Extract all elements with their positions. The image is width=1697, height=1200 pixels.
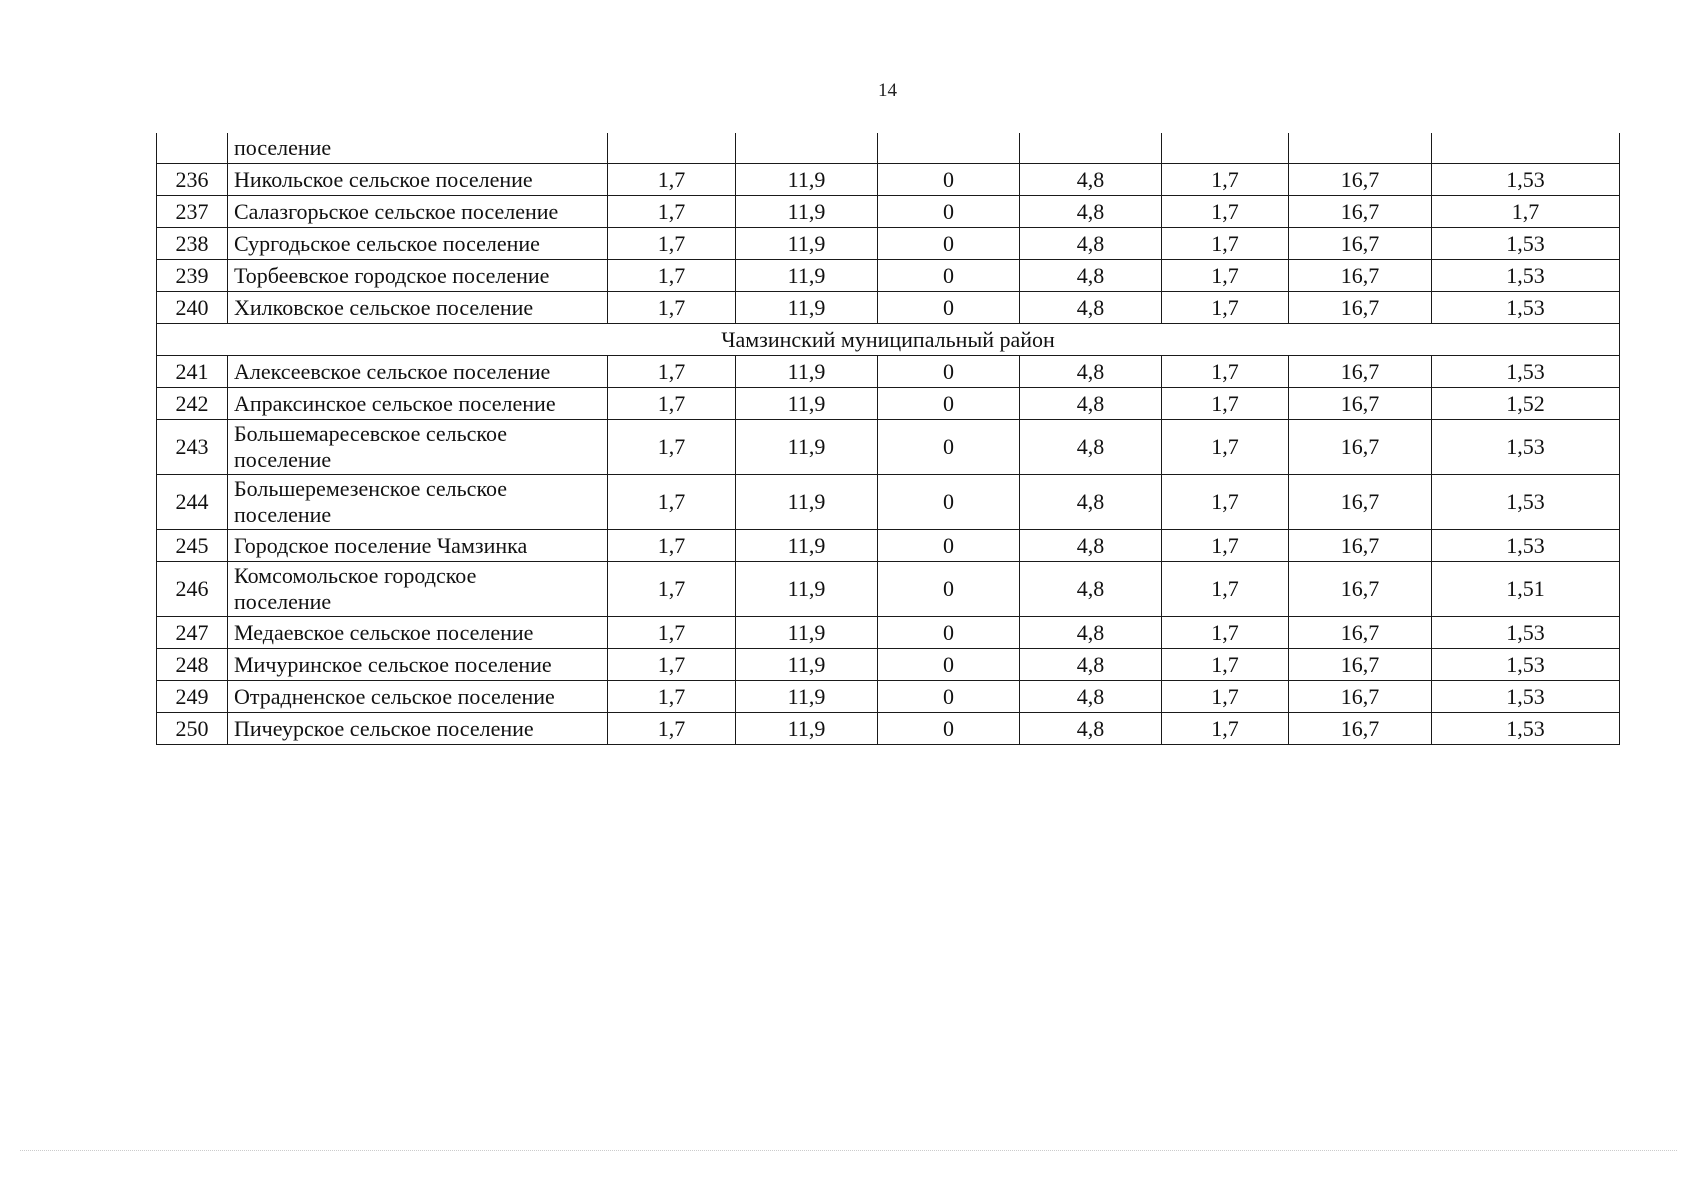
cell-value: 4,8 — [1020, 356, 1162, 388]
table-row-continuation — [157, 133, 1620, 164]
table-row — [157, 356, 1620, 388]
table-row — [157, 260, 1620, 292]
cell-value: 4,8 — [1020, 196, 1162, 228]
cell-value: 11,9 — [736, 713, 878, 745]
cell-value: 1,7 — [608, 260, 736, 292]
cell-name: Хилковское сельское поселение — [228, 292, 608, 324]
cell-num — [157, 133, 228, 164]
cell-value: 4,8 — [1020, 420, 1162, 475]
cell-num: 249 — [157, 681, 228, 713]
cell-value: 16,7 — [1289, 420, 1432, 475]
cell-name-line: поселение — [234, 447, 332, 472]
cell-value: 1,7 — [608, 164, 736, 196]
cell-num: 246 — [157, 562, 228, 617]
cell-value: 1,7 — [1162, 649, 1289, 681]
cell-value: 11,9 — [736, 562, 878, 617]
table-row — [157, 681, 1620, 713]
cell-name — [228, 420, 608, 475]
cell-name: Сургодьское сельское поселение — [228, 228, 608, 260]
cell-value: 16,7 — [1289, 292, 1432, 324]
cell-value: 11,9 — [736, 356, 878, 388]
cell-value: 11,9 — [736, 649, 878, 681]
cell-value: 0 — [878, 164, 1020, 196]
cell-value: 0 — [878, 196, 1020, 228]
cell-num: 237 — [157, 196, 228, 228]
cell-value: 11,9 — [736, 228, 878, 260]
table-row — [157, 164, 1620, 196]
section-header: Чамзинский муниципальный район — [157, 324, 1620, 356]
cell-value: 4,8 — [1020, 530, 1162, 562]
cell-value: 1,7 — [1432, 196, 1620, 228]
cell-value: 1,7 — [1162, 713, 1289, 745]
cell-value: 1,53 — [1432, 420, 1620, 475]
cell-value: 11,9 — [736, 164, 878, 196]
cell-value: 1,7 — [1162, 562, 1289, 617]
cell-value: 1,7 — [608, 228, 736, 260]
cell-value: 1,7 — [608, 713, 736, 745]
cell-value — [878, 133, 1020, 164]
cell-value: 1,7 — [608, 388, 736, 420]
cell-value: 4,8 — [1020, 681, 1162, 713]
cell-value: 4,8 — [1020, 228, 1162, 260]
cell-value — [608, 133, 736, 164]
cell-value: 1,7 — [1162, 356, 1289, 388]
cell-num: 247 — [157, 617, 228, 649]
cell-value: 11,9 — [736, 388, 878, 420]
cell-value: 1,53 — [1432, 260, 1620, 292]
cell-name-line: Большеремезенское сельское — [234, 476, 508, 501]
cell-value: 0 — [878, 292, 1020, 324]
cell-value: 0 — [878, 388, 1020, 420]
cell-value: 16,7 — [1289, 164, 1432, 196]
cell-num: 241 — [157, 356, 228, 388]
cell-name: Медаевское сельское поселение — [228, 617, 608, 649]
cell-value: 4,8 — [1020, 617, 1162, 649]
cell-value: 1,7 — [1162, 228, 1289, 260]
cell-value: 16,7 — [1289, 562, 1432, 617]
cell-value: 16,7 — [1289, 356, 1432, 388]
cell-value: 1,7 — [608, 562, 736, 617]
cell-value: 4,8 — [1020, 713, 1162, 745]
cell-name: Апраксинское сельское поселение — [228, 388, 608, 420]
cell-name: Никольское сельское поселение — [228, 164, 608, 196]
cell-name-line: Комсомольское городское — [234, 563, 477, 588]
cell-name: Отрадненское сельское поселение — [228, 681, 608, 713]
cell-name-line: поселение — [234, 502, 332, 527]
cell-value: 16,7 — [1289, 475, 1432, 530]
cell-value: 11,9 — [736, 475, 878, 530]
cell-num: 236 — [157, 164, 228, 196]
section-header-row — [157, 324, 1620, 356]
cell-value: 0 — [878, 530, 1020, 562]
cell-value: 1,53 — [1432, 713, 1620, 745]
cell-value: 1,7 — [608, 356, 736, 388]
cell-value: 1,53 — [1432, 164, 1620, 196]
cell-value: 11,9 — [736, 617, 878, 649]
cell-value: 1,7 — [608, 292, 736, 324]
cell-value: 1,7 — [608, 681, 736, 713]
page-number: 14 — [878, 80, 897, 101]
cell-value: 16,7 — [1289, 681, 1432, 713]
cell-value — [736, 133, 878, 164]
cell-num: 244 — [157, 475, 228, 530]
cell-value: 1,7 — [608, 530, 736, 562]
cell-value — [1020, 133, 1162, 164]
cell-value: 1,7 — [608, 617, 736, 649]
cell-value: 1,7 — [1162, 530, 1289, 562]
cell-value: 1,7 — [1162, 260, 1289, 292]
cell-value: 1,53 — [1432, 681, 1620, 713]
cell-name: Мичуринское сельское поселение — [228, 649, 608, 681]
cell-num: 243 — [157, 420, 228, 475]
cell-value: 0 — [878, 617, 1020, 649]
cell-value: 1,53 — [1432, 649, 1620, 681]
cell-value: 4,8 — [1020, 164, 1162, 196]
cell-value — [1432, 133, 1620, 164]
cell-num: 239 — [157, 260, 228, 292]
cell-value: 0 — [878, 562, 1020, 617]
cell-value: 4,8 — [1020, 562, 1162, 617]
cell-value: 16,7 — [1289, 260, 1432, 292]
cell-value: 4,8 — [1020, 260, 1162, 292]
table-row — [157, 617, 1620, 649]
table-row — [157, 713, 1620, 745]
cell-value: 11,9 — [736, 260, 878, 292]
cell-value: 1,7 — [608, 420, 736, 475]
cell-name: Пичеурское сельское поселение — [228, 713, 608, 745]
scan-edge-divider — [20, 1150, 1677, 1151]
cell-value: 1,7 — [1162, 292, 1289, 324]
cell-value: 0 — [878, 713, 1020, 745]
cell-value: 11,9 — [736, 292, 878, 324]
cell-value: 1,53 — [1432, 475, 1620, 530]
cell-num: 242 — [157, 388, 228, 420]
cell-name-line: поселение — [234, 589, 332, 614]
cell-num: 238 — [157, 228, 228, 260]
cell-value: 1,53 — [1432, 530, 1620, 562]
table-row — [157, 196, 1620, 228]
cell-value: 0 — [878, 649, 1020, 681]
cell-value: 4,8 — [1020, 388, 1162, 420]
cell-value: 0 — [878, 228, 1020, 260]
cell-value: 16,7 — [1289, 649, 1432, 681]
table-row — [157, 649, 1620, 681]
table-row — [157, 292, 1620, 324]
table-row — [157, 530, 1620, 562]
cell-value: 1,7 — [1162, 164, 1289, 196]
cell-value: 1,7 — [1162, 681, 1289, 713]
cell-value: 1,53 — [1432, 292, 1620, 324]
cell-value — [1289, 133, 1432, 164]
table-row — [157, 228, 1620, 260]
cell-value: 1,53 — [1432, 356, 1620, 388]
cell-value: 0 — [878, 681, 1020, 713]
cell-value: 16,7 — [1289, 388, 1432, 420]
cell-value: 16,7 — [1289, 530, 1432, 562]
cell-value: 1,7 — [1162, 196, 1289, 228]
cell-value: 1,53 — [1432, 617, 1620, 649]
cell-value: 4,8 — [1020, 649, 1162, 681]
cell-value — [1162, 133, 1289, 164]
cell-value: 1,7 — [608, 475, 736, 530]
cell-num: 240 — [157, 292, 228, 324]
cell-name — [228, 562, 608, 617]
cell-value: 1,7 — [1162, 475, 1289, 530]
settlement-table — [156, 133, 1620, 745]
cell-value: 16,7 — [1289, 228, 1432, 260]
cell-value: 4,8 — [1020, 292, 1162, 324]
cell-value: 11,9 — [736, 420, 878, 475]
cell-name: поселение — [228, 133, 608, 164]
table-row — [157, 388, 1620, 420]
cell-value: 1,7 — [1162, 420, 1289, 475]
cell-value: 16,7 — [1289, 713, 1432, 745]
cell-value: 0 — [878, 420, 1020, 475]
cell-value: 1,7 — [608, 196, 736, 228]
cell-value: 1,52 — [1432, 388, 1620, 420]
cell-num: 245 — [157, 530, 228, 562]
cell-name: Городское поселение Чамзинка — [228, 530, 608, 562]
table-row — [157, 562, 1620, 617]
cell-name-line: Большемаресевское сельское — [234, 421, 508, 446]
cell-value: 0 — [878, 356, 1020, 388]
cell-num: 248 — [157, 649, 228, 681]
cell-value: 11,9 — [736, 530, 878, 562]
cell-value: 1,51 — [1432, 562, 1620, 617]
cell-value: 11,9 — [736, 196, 878, 228]
cell-value: 1,7 — [608, 649, 736, 681]
cell-name — [228, 475, 608, 530]
cell-value: 16,7 — [1289, 617, 1432, 649]
cell-value: 4,8 — [1020, 475, 1162, 530]
cell-num: 250 — [157, 713, 228, 745]
cell-name: Алексеевское сельское поселение — [228, 356, 608, 388]
cell-name: Салазгорьское сельское поселение — [228, 196, 608, 228]
cell-value: 1,7 — [1162, 617, 1289, 649]
cell-value: 1,7 — [1162, 388, 1289, 420]
cell-value: 1,53 — [1432, 228, 1620, 260]
cell-value: 16,7 — [1289, 196, 1432, 228]
table-row — [157, 420, 1620, 475]
cell-value: 11,9 — [736, 681, 878, 713]
cell-name: Торбеевское городское поселение — [228, 260, 608, 292]
cell-value: 0 — [878, 475, 1020, 530]
table-row — [157, 475, 1620, 530]
cell-value: 0 — [878, 260, 1020, 292]
